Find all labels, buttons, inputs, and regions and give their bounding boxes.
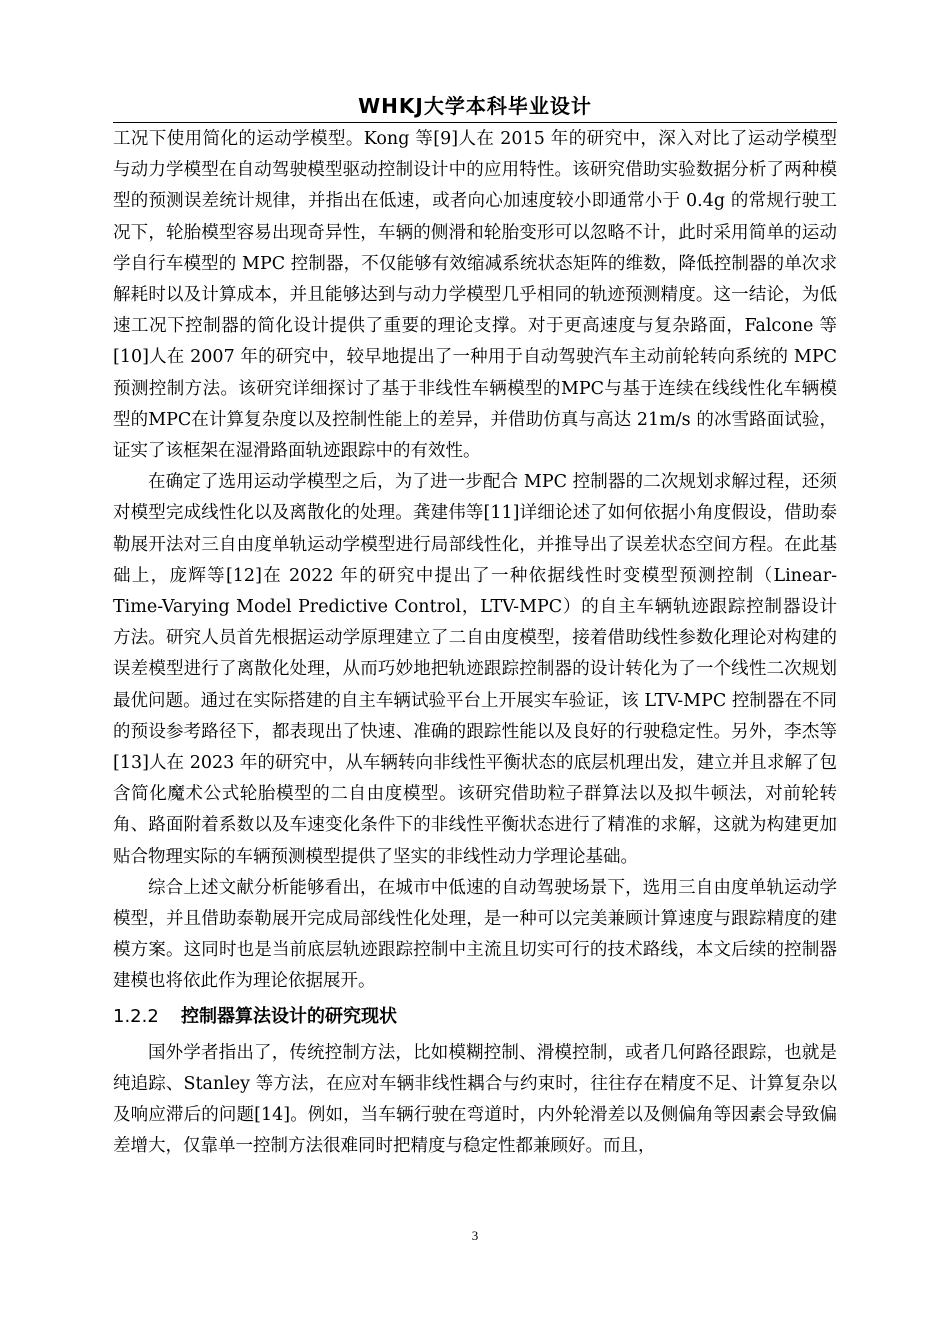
paragraph: 综合上述文献分析能够看出，在城市中低速的自动驾驶场景下，选用三自由度单轨运动学模型，并且借助泰勒展开完成局部线性化处理，是一种可以完美兼顾计算速度与跟踪精度的建模方案。这同时也是当前底层轨迹跟踪控制中主流且切实可行的技术路线，本文后续的控制器建模也将依此作为理论依据展开。: [113, 877, 837, 992]
body-text: [113, 124, 837, 1163]
section-heading: [113, 1000, 837, 1034]
header-divider: [113, 122, 837, 123]
section-number: 1.2.2: [113, 1005, 159, 1027]
running-header: WHKJ大学本科毕业设计: [358, 94, 592, 118]
page-number: 3: [471, 1228, 479, 1243]
paragraph: 在确定了选用运动学模型之后，为了进一步配合 MPC 控制器的二次规划求解过程，还须对模型完成线性化以及离散化的处理。龚建伟等[11]详细论述了如何依据小角度假设，借助泰勒展开法对三自由度单轨运动学模型进行局部线性化，并推导出了误差状态空间方程。在此基础上，庞辉等[12]在 2022 年的研究中提出了一种依据线性时变模型预测控制（Linear-Time-Varying Model Predictive Control，LTV-MPC）的自主车辆轨迹跟踪控制器设计方法。研究人员首先根据运动学原理建立了二自由度模型，接着借助线性参数化理论对构建的误差模型进行了离散化处理，从而巧妙地把轨迹跟踪控制器的设计转化为了一个线性二次规划最优问题。通过在实际搭建的自主车辆试验平台上开展实车验证，该 LTV-MPC 控制器在不同的预设参考路径下，都表现出了快速、准确的跟踪性能以及良好的行驶稳定性。另外，李杰等[13]人在 2023 年的研究中，从车辆转向非线性平衡状态的底层机理出发，建立并且求解了包含简化魔术公式轮胎模型的二自由度模型。该研究借助粒子群算法以及拟牛顿法，对前轮转角、路面附着系数以及车速变化条件下的非线性平衡状态进行了精准的求解，这就为构建更加贴合物理实际的车辆预测模型提供了坚实的非线性动力学理论基础。: [113, 472, 837, 867]
paragraph-continued: 工况下使用简化的运动学模型。Kong 等[9]人在 2015 年的研究中，深入对比了运动学模型与动力学模型在自动驾驶模型驱动控制设计中的应用特性。该研究借助实验数据分析了两种模型的预测误差统计规律，并指出在低速，或者向心加速度较小即通常小于 0.4g 的常规行驶工况下，轮胎模型容易出现奇异性，车辆的侧滑和轮胎变形可以忽略不计，此时采用简单的运动学自行车模型的 MPC 控制器，不仅能够有效缩减系统状态矩阵的维数，降低控制器的单次求解耗时以及计算成本，并且能够达到与动力学模型几乎相同的轨迹预测精度。这一结论，为低速工况下控制器的简化设计提供了重要的理论支撑。对于更高速度与复杂路面，Falcone 等[10]人在 2007 年的研究中，较早地提出了一种用于自动驾驶汽车主动前轮转向系统的 MPC 预测控制方法。该研究详细探讨了基于非线性车辆模型的MPC与基于连续在线线性化车辆模型的MPC在计算复杂度以及控制性能上的差异，并借助仿真与高达 21m/s 的冰雪路面试验，证实了该框架在湿滑路面轨迹跟踪中的有效性。: [113, 129, 837, 462]
section-title: 控制器算法设计的研究现状: [181, 1005, 397, 1027]
paragraph: 国外学者指出了，传统控制方法，比如模糊控制、滑模控制，或者几何路径跟踪，也就是纯追踪、Stanley 等方法，在应对车辆非线性耦合与约束时，往往存在精度不足、计算复杂以及响应滞后的问题[14]。例如，当车辆行驶在弯道时，内外轮滑差以及侧偏角等因素会导致偏差增大，仅靠单一控制方法很难同时把精度与稳定性都兼顾好。而且，: [113, 1042, 837, 1157]
